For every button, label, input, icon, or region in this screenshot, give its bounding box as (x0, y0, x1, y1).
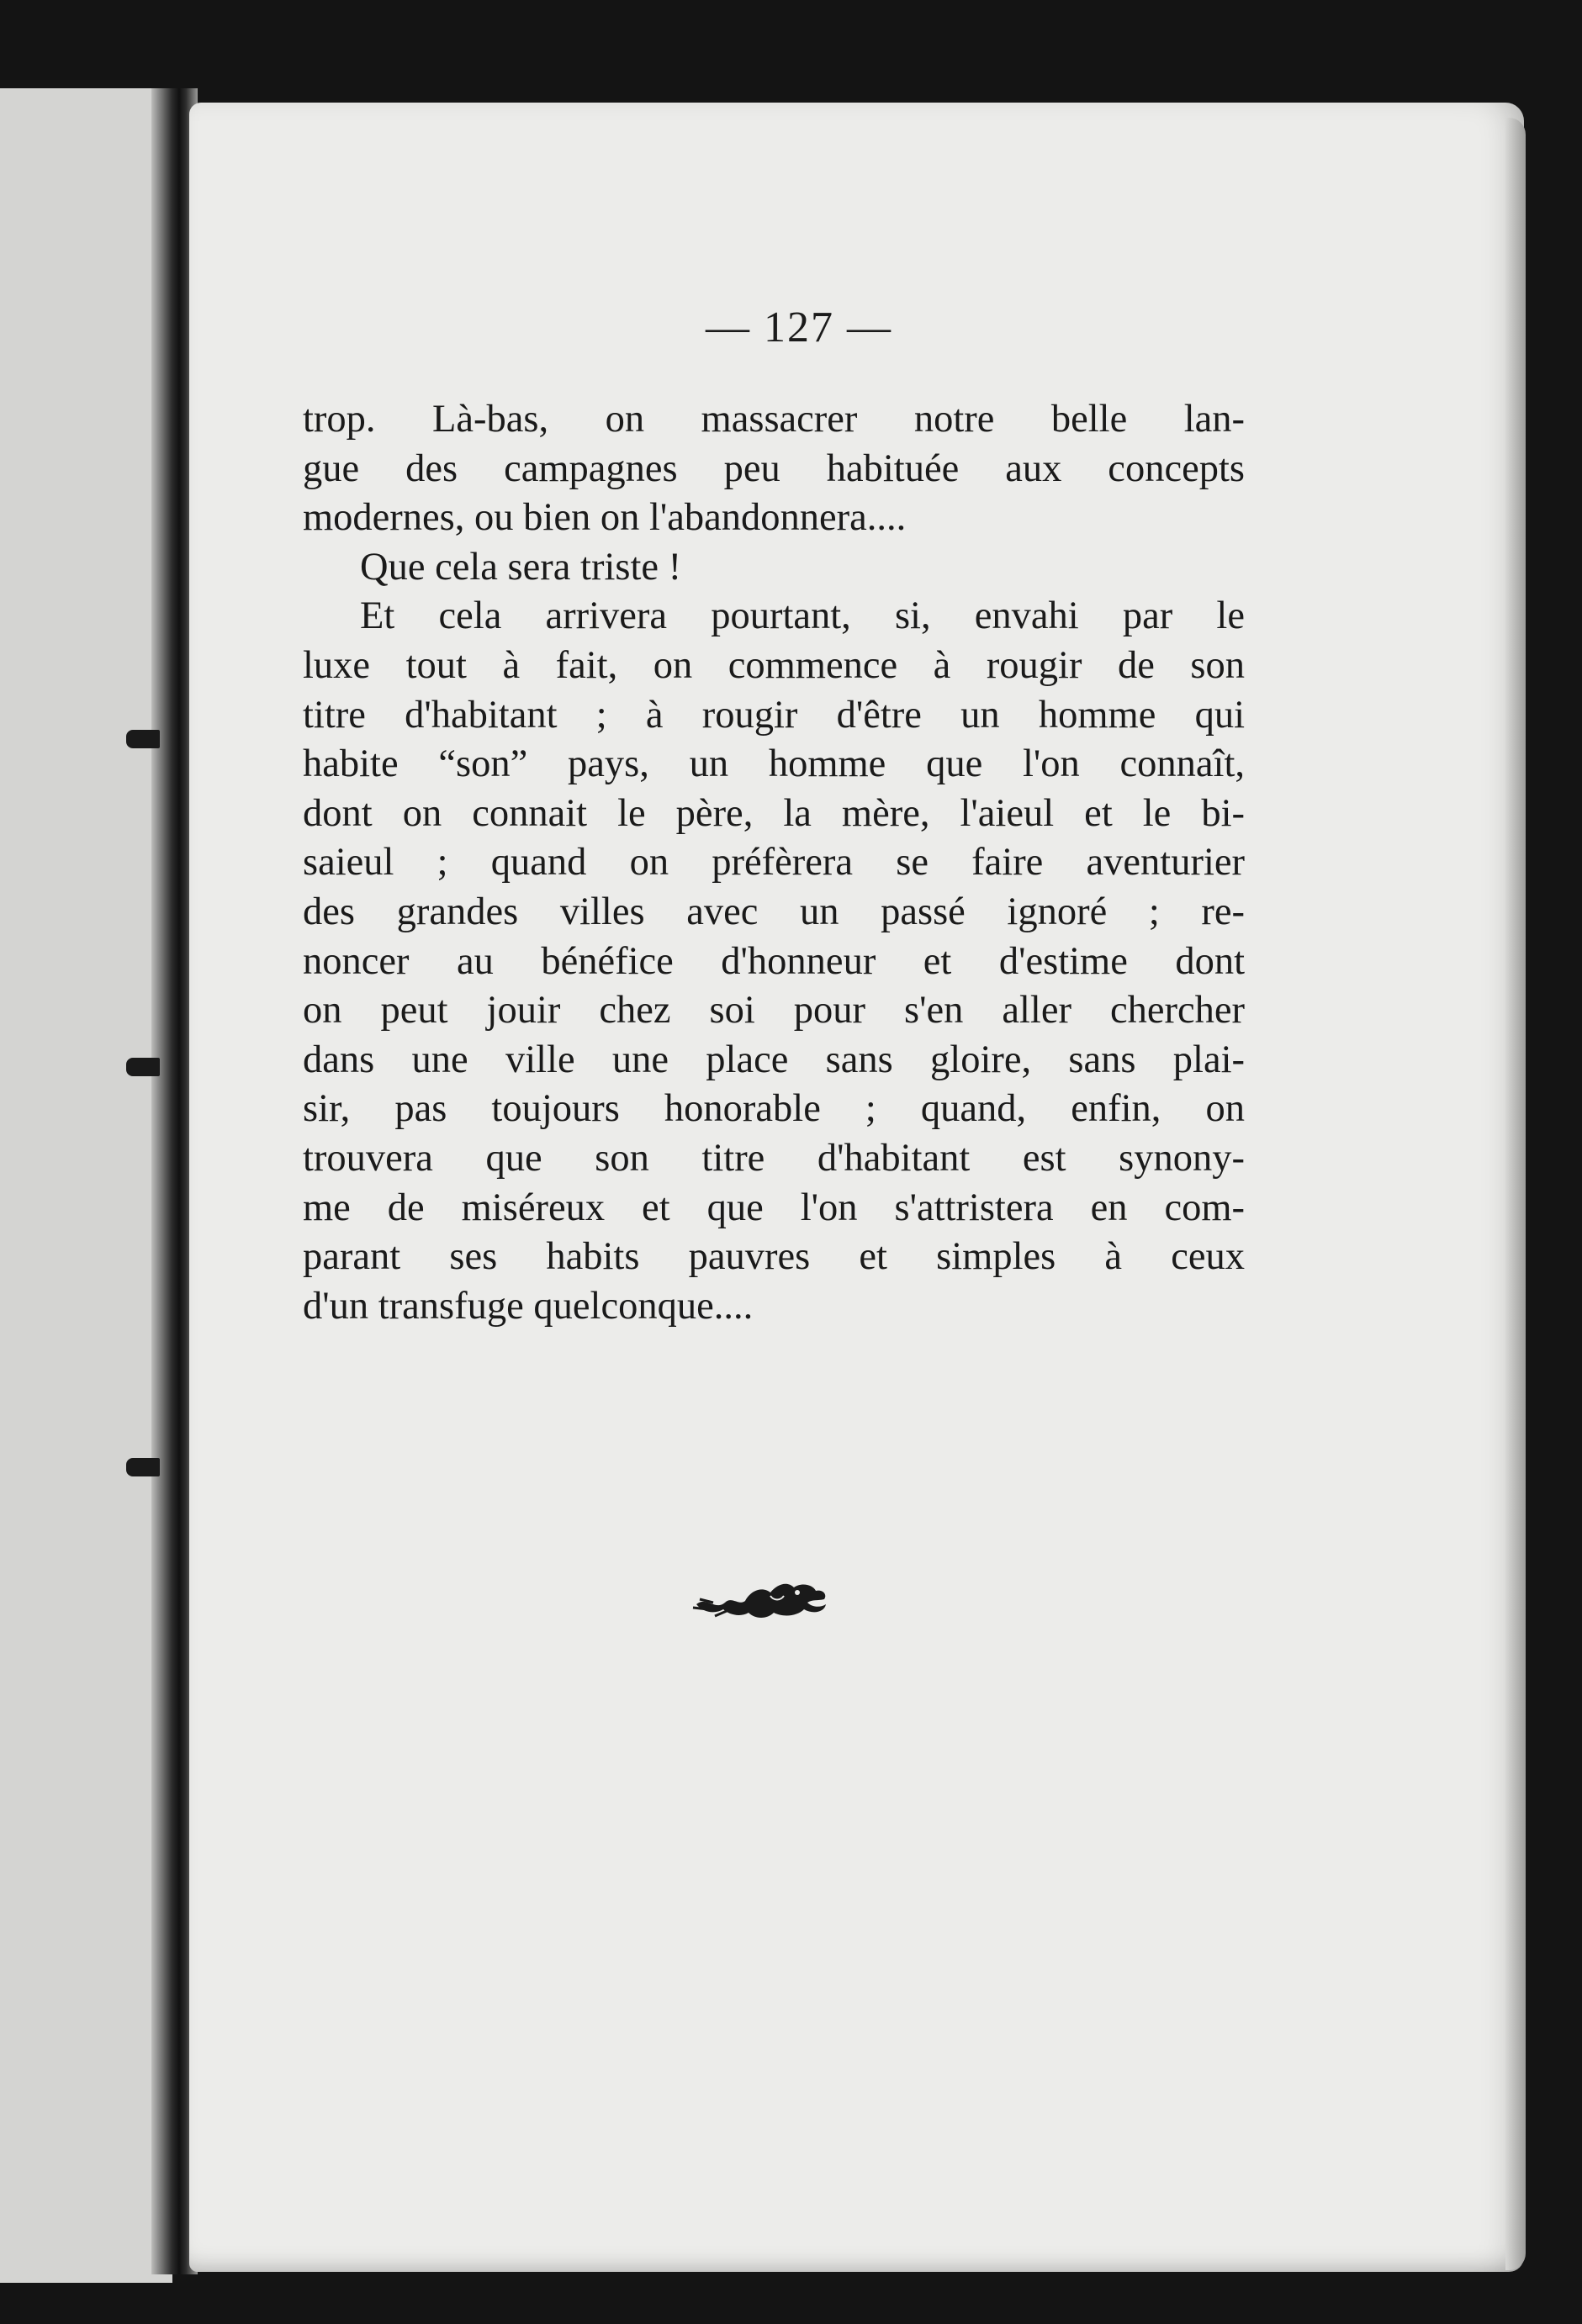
text-line: Et cela arrivera pourtant, si, envahi par le (360, 594, 1245, 638)
page-edge-shadow (1505, 118, 1526, 2270)
text-line: on peut jouir chez soi pour s'en aller chercher (303, 989, 1245, 1033)
text-line: trouvera que son titre d'habitant est synony- (303, 1136, 1245, 1180)
text-line: titre d'habitant ; à rougir d'être un homme qui (303, 693, 1245, 737)
binding-mark (126, 730, 160, 748)
text-line: trop. Là-bas, on massacrer notre belle lan- (303, 398, 1245, 441)
text-line: des grandes villes avec un passé ignoré ; re- (303, 890, 1245, 933)
text-line: parant ses habits pauvres et simples à ceux (303, 1235, 1245, 1279)
body-text (303, 395, 1245, 1331)
text-line: modernes, ou bien on l'abandonnera.... (303, 496, 907, 540)
text-line: dont on connait le père, la mère, l'aieul et le bi- (303, 791, 1245, 835)
text-line: dans une ville une place sans gloire, sans plai- (303, 1038, 1245, 1081)
text-line: Que cela sera triste ! (360, 545, 682, 589)
text-line: d'un transfuge quelconque.... (303, 1284, 754, 1328)
page-number: — 127 — (706, 304, 892, 351)
text-line: habite “son” pays, un homme que l'on connaît, (303, 742, 1245, 786)
text-line: gue des campagnes peu habituée aux concepts (303, 446, 1245, 490)
text-line: luxe tout à fait, on commence à rougir de son (303, 643, 1245, 687)
binding-mark (126, 1058, 160, 1076)
binding-mark (126, 1458, 160, 1476)
text-line: saieul ; quand on préfèrera se faire aventurier (303, 841, 1245, 885)
text-line: noncer au bénéfice d'honneur et d'estime dont (303, 939, 1245, 983)
text-line: sir, pas toujours honorable ; quand, enfin, on (303, 1087, 1245, 1131)
left-page-edge (0, 88, 172, 2283)
text-line: me de miséreux et que l'on s'attristera en com- (303, 1186, 1245, 1229)
dragon-ornament-icon (690, 1571, 833, 1629)
